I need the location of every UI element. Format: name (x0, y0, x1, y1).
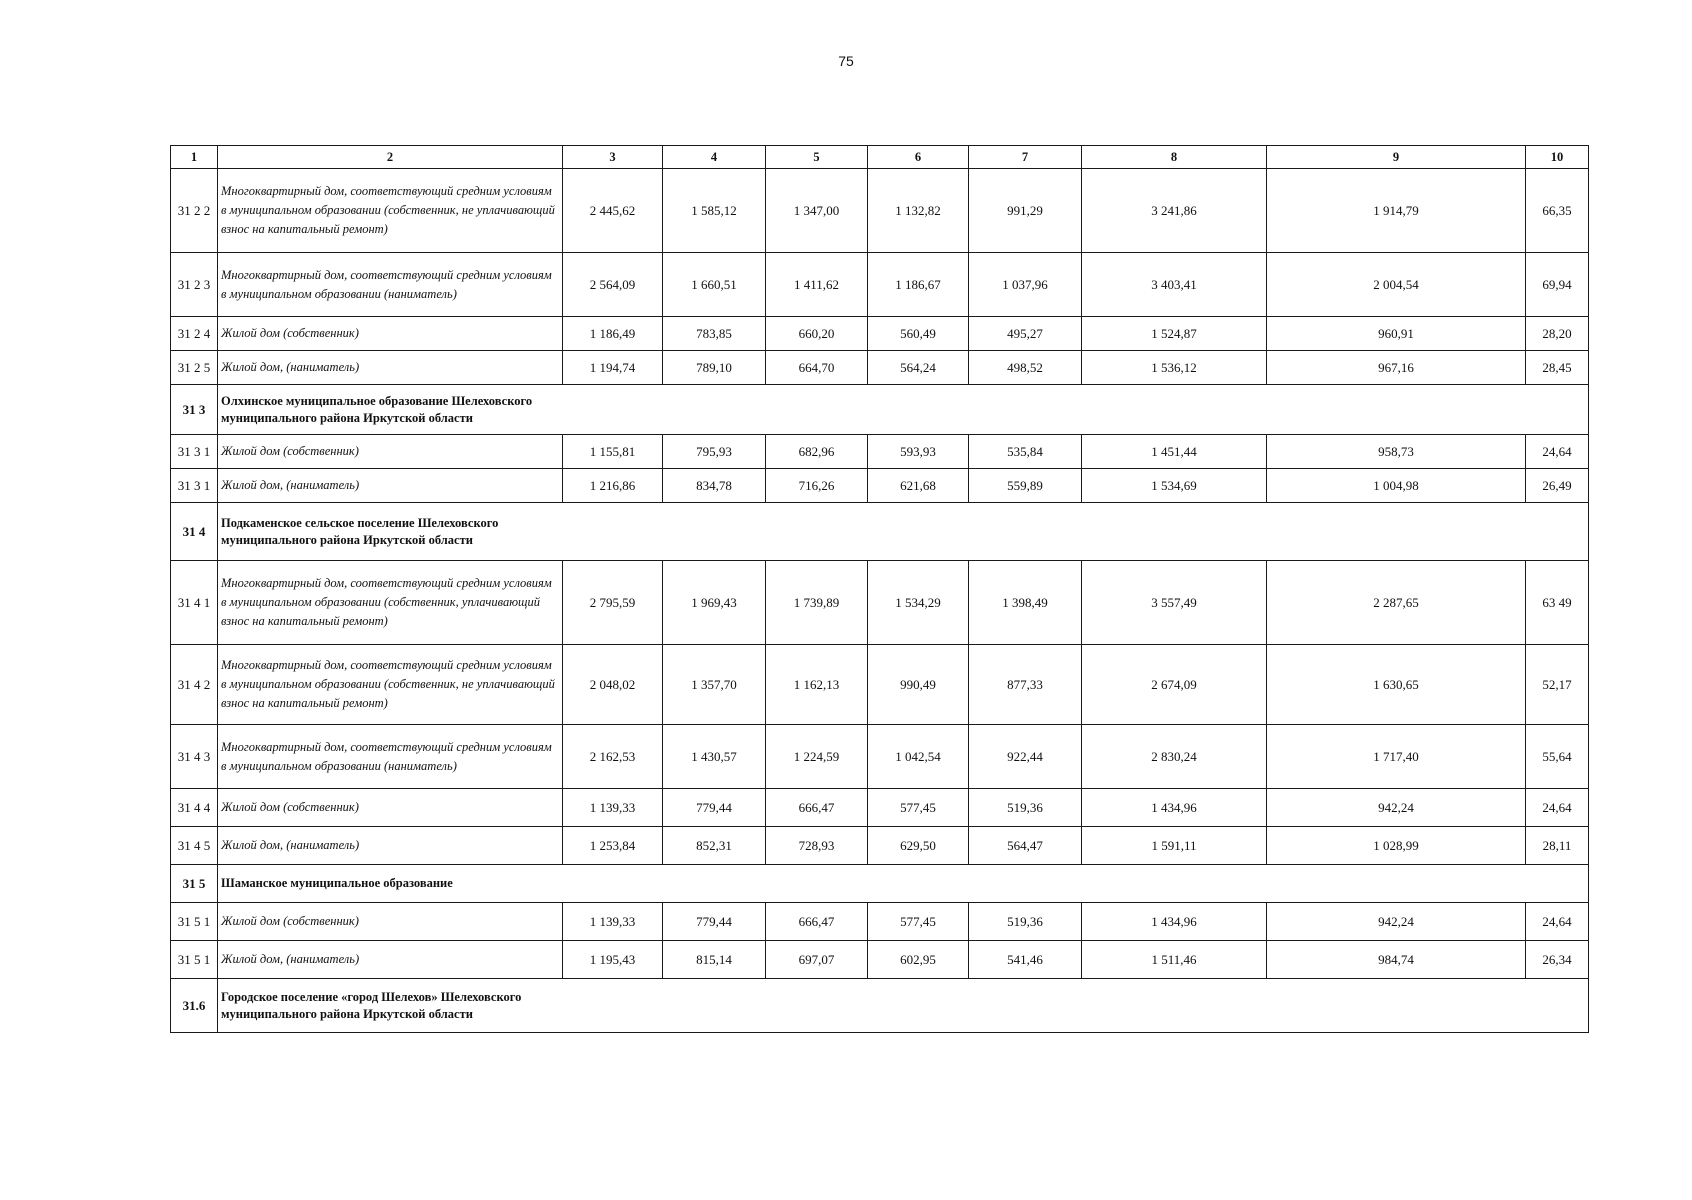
page-number: 75 (838, 53, 854, 69)
value-cell: 2 162,53 (563, 725, 663, 789)
table-row (171, 169, 1589, 253)
value-cell: 1 451,44 (1082, 435, 1267, 469)
row-number: 31 4 5 (171, 827, 218, 865)
value-cell: 877,33 (969, 645, 1082, 725)
value-cell: 1 216,86 (563, 469, 663, 503)
value-cell: 69,94 (1526, 253, 1589, 317)
value-cell: 1 430,57 (663, 725, 766, 789)
value-cell: 666,47 (766, 789, 868, 827)
value-cell: 991,29 (969, 169, 1082, 253)
row-number: 31 3 (171, 385, 218, 435)
value-cell: 783,85 (663, 317, 766, 351)
row-description: Жилой дом (собственник) (218, 317, 563, 351)
value-cell: 1 717,40 (1267, 725, 1526, 789)
value-cell: 564,24 (868, 351, 969, 385)
value-cell: 495,27 (969, 317, 1082, 351)
value-cell: 795,93 (663, 435, 766, 469)
value-cell: 2 004,54 (1267, 253, 1526, 317)
value-cell: 1 534,29 (868, 561, 969, 645)
table-row (171, 469, 1589, 503)
value-cell: 789,10 (663, 351, 766, 385)
table-row (171, 827, 1589, 865)
value-cell: 3 557,49 (1082, 561, 1267, 645)
value-cell: 564,47 (969, 827, 1082, 865)
value-cell: 1 037,96 (969, 253, 1082, 317)
header-row (171, 146, 1589, 169)
row-description: Многоквартирный дом, соответствующий средним условиям в муниципальном образовании (наниматель) (218, 725, 563, 789)
value-cell: 815,14 (663, 941, 766, 979)
value-cell: 2 048,02 (563, 645, 663, 725)
value-cell: 967,16 (1267, 351, 1526, 385)
row-number: 31 2 3 (171, 253, 218, 317)
value-cell: 1 186,67 (868, 253, 969, 317)
value-cell: 660,20 (766, 317, 868, 351)
table-row (171, 253, 1589, 317)
value-cell: 1 969,43 (663, 561, 766, 645)
table-row (171, 725, 1589, 789)
value-cell: 24,64 (1526, 435, 1589, 469)
value-cell: 1 536,12 (1082, 351, 1267, 385)
header-cell: 3 (563, 146, 663, 169)
value-cell: 24,64 (1526, 789, 1589, 827)
row-description: Жилой дом, (наниматель) (218, 827, 563, 865)
value-cell: 1 739,89 (766, 561, 868, 645)
value-cell: 779,44 (663, 903, 766, 941)
section-row (171, 865, 1589, 903)
value-cell: 1 914,79 (1267, 169, 1526, 253)
row-number: 31 4 3 (171, 725, 218, 789)
value-cell: 602,95 (868, 941, 969, 979)
value-cell: 2 674,09 (1082, 645, 1267, 725)
row-description: Жилой дом (собственник) (218, 903, 563, 941)
value-cell: 1 253,84 (563, 827, 663, 865)
header-cell: 2 (218, 146, 563, 169)
value-cell: 28,11 (1526, 827, 1589, 865)
value-cell: 1 194,74 (563, 351, 663, 385)
row-number: 31 2 5 (171, 351, 218, 385)
value-cell: 1 347,00 (766, 169, 868, 253)
section-title (218, 979, 1589, 1033)
value-cell: 1 524,87 (1082, 317, 1267, 351)
section-title (218, 503, 1589, 561)
row-description: Жилой дом (собственник) (218, 789, 563, 827)
value-cell: 2 445,62 (563, 169, 663, 253)
row-number: 31 5 1 (171, 903, 218, 941)
section-row (171, 979, 1589, 1033)
row-number: 31 2 4 (171, 317, 218, 351)
header-cell: 9 (1267, 146, 1526, 169)
header-cell: 5 (766, 146, 868, 169)
header-cell: 10 (1526, 146, 1589, 169)
header-cell: 4 (663, 146, 766, 169)
section-row (171, 385, 1589, 435)
value-cell: 1 139,33 (563, 789, 663, 827)
row-description: Жилой дом, (наниматель) (218, 941, 563, 979)
value-cell: 28,20 (1526, 317, 1589, 351)
value-cell: 922,44 (969, 725, 1082, 789)
value-cell: 577,45 (868, 789, 969, 827)
row-number: 31.6 (171, 979, 218, 1033)
value-cell: 621,68 (868, 469, 969, 503)
value-cell: 1 186,49 (563, 317, 663, 351)
section-title (218, 865, 1589, 903)
value-cell: 1 434,96 (1082, 903, 1267, 941)
section-title (218, 385, 1589, 435)
value-cell: 682,96 (766, 435, 868, 469)
row-number: 31 4 2 (171, 645, 218, 725)
value-cell: 28,45 (1526, 351, 1589, 385)
value-cell: 66,35 (1526, 169, 1589, 253)
value-cell: 664,70 (766, 351, 868, 385)
value-cell: 1 434,96 (1082, 789, 1267, 827)
value-cell: 1 028,99 (1267, 827, 1526, 865)
value-cell: 1 004,98 (1267, 469, 1526, 503)
value-cell: 1 139,33 (563, 903, 663, 941)
value-cell: 559,89 (969, 469, 1082, 503)
value-cell: 52,17 (1526, 645, 1589, 725)
row-number: 31 4 4 (171, 789, 218, 827)
value-cell: 577,45 (868, 903, 969, 941)
table-row (171, 645, 1589, 725)
value-cell: 3 403,41 (1082, 253, 1267, 317)
value-cell: 541,46 (969, 941, 1082, 979)
row-number: 31 5 (171, 865, 218, 903)
value-cell: 26,34 (1526, 941, 1589, 979)
row-description: Жилой дом (собственник) (218, 435, 563, 469)
table-row (171, 435, 1589, 469)
tariff-table (170, 145, 1589, 1033)
value-cell: 1 660,51 (663, 253, 766, 317)
value-cell: 779,44 (663, 789, 766, 827)
value-cell: 1 195,43 (563, 941, 663, 979)
header-cell: 8 (1082, 146, 1267, 169)
value-cell: 1 162,13 (766, 645, 868, 725)
value-cell: 3 241,86 (1082, 169, 1267, 253)
value-cell: 1 591,11 (1082, 827, 1267, 865)
value-cell: 1 585,12 (663, 169, 766, 253)
value-cell: 519,36 (969, 903, 1082, 941)
value-cell: 834,78 (663, 469, 766, 503)
value-cell: 24,64 (1526, 903, 1589, 941)
row-number: 31 4 (171, 503, 218, 561)
value-cell: 1 511,46 (1082, 941, 1267, 979)
value-cell: 26,49 (1526, 469, 1589, 503)
value-cell: 697,07 (766, 941, 868, 979)
value-cell: 942,24 (1267, 789, 1526, 827)
value-cell: 984,74 (1267, 941, 1526, 979)
value-cell: 1 155,81 (563, 435, 663, 469)
value-cell: 535,84 (969, 435, 1082, 469)
value-cell: 1 411,62 (766, 253, 868, 317)
value-cell: 1 357,70 (663, 645, 766, 725)
header-cell: 7 (969, 146, 1082, 169)
value-cell: 1 224,59 (766, 725, 868, 789)
header-cell: 1 (171, 146, 218, 169)
section-row (171, 503, 1589, 561)
value-cell: 63 49 (1526, 561, 1589, 645)
table-row (171, 903, 1589, 941)
row-number: 31 2 2 (171, 169, 218, 253)
header-cell: 6 (868, 146, 969, 169)
value-cell: 716,26 (766, 469, 868, 503)
value-cell: 942,24 (1267, 903, 1526, 941)
row-description: Жилой дом, (наниматель) (218, 469, 563, 503)
value-cell: 55,64 (1526, 725, 1589, 789)
value-cell: 2 830,24 (1082, 725, 1267, 789)
value-cell: 1 132,82 (868, 169, 969, 253)
value-cell: 852,31 (663, 827, 766, 865)
value-cell: 1 630,65 (1267, 645, 1526, 725)
table-row (171, 317, 1589, 351)
section-title-text: Подкаменское сельское поселение Шелеховского муниципального района Иркутской области (221, 515, 499, 547)
row-description: Многоквартирный дом, соответствующий средним условиям в муниципальном образовании (наниматель) (218, 253, 563, 317)
value-cell: 519,36 (969, 789, 1082, 827)
value-cell: 728,93 (766, 827, 868, 865)
table-row (171, 561, 1589, 645)
value-cell: 2 795,59 (563, 561, 663, 645)
row-description: Многоквартирный дом, соответствующий средним условиям в муниципальном образовании (собственник, не уплачивающий взнос на капитальный ремонт) (218, 169, 563, 253)
row-description: Многоквартирный дом, соответствующий средним условиям в муниципальном образовании (собственник, уплачивающий взнос на капитальный ремонт) (218, 561, 563, 645)
value-cell: 593,93 (868, 435, 969, 469)
row-number: 31 5 1 (171, 941, 218, 979)
value-cell: 2 287,65 (1267, 561, 1526, 645)
section-title-text: Городское поселение «город Шелехов» Шелеховского муниципального района Иркутской области (221, 989, 522, 1021)
row-number: 31 3 1 (171, 435, 218, 469)
value-cell: 560,49 (868, 317, 969, 351)
value-cell: 960,91 (1267, 317, 1526, 351)
value-cell: 990,49 (868, 645, 969, 725)
value-cell: 1 042,54 (868, 725, 969, 789)
table-row (171, 351, 1589, 385)
value-cell: 1 398,49 (969, 561, 1082, 645)
row-number: 31 4 1 (171, 561, 218, 645)
table-row (171, 789, 1589, 827)
value-cell: 498,52 (969, 351, 1082, 385)
value-cell: 2 564,09 (563, 253, 663, 317)
row-number: 31 3 1 (171, 469, 218, 503)
value-cell: 1 534,69 (1082, 469, 1267, 503)
value-cell: 958,73 (1267, 435, 1526, 469)
value-cell: 666,47 (766, 903, 868, 941)
row-description: Многоквартирный дом, соответствующий средним условиям в муниципальном образовании (собственник, не уплачивающий взнос на капитальный ремонт) (218, 645, 563, 725)
table-row (171, 941, 1589, 979)
table-body (171, 169, 1589, 1033)
row-description: Жилой дом, (наниматель) (218, 351, 563, 385)
value-cell: 629,50 (868, 827, 969, 865)
section-title-text: Шаманское муниципальное образование (221, 876, 453, 890)
section-title-text: Олхинское муниципальное образование Шелеховского муниципального района Иркутской области (221, 393, 533, 425)
